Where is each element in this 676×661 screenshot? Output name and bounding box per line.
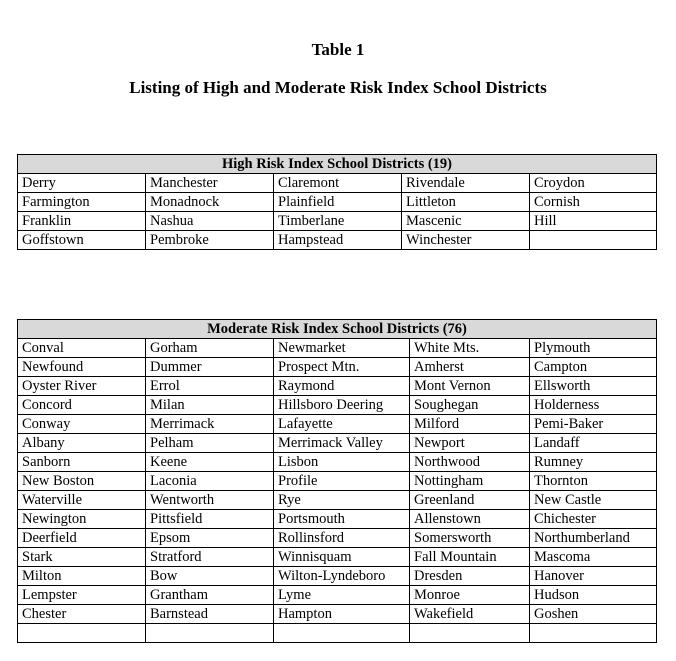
district-cell: Claremont (274, 174, 402, 193)
table-row (18, 472, 657, 491)
district-cell: Epsom (146, 529, 274, 548)
district-cell: White Mts. (410, 339, 530, 358)
district-cell: Chichester (530, 510, 657, 529)
moderate-risk-heading: Moderate Risk Index School Districts (76) (18, 320, 657, 339)
table-row (18, 567, 657, 586)
district-cell: Hanover (530, 567, 657, 586)
district-cell: Pemi-Baker (530, 415, 657, 434)
district-cell: Newington (18, 510, 146, 529)
district-cell: Milford (410, 415, 530, 434)
district-cell: Hampton (274, 605, 410, 624)
district-cell: Cornish (530, 193, 657, 212)
district-cell: Merrimack Valley (274, 434, 410, 453)
district-cell: Goffstown (18, 231, 146, 250)
district-cell: Gorham (146, 339, 274, 358)
table-row (18, 174, 657, 193)
moderate-risk-body (18, 339, 657, 643)
district-cell: Prospect Mtn. (274, 358, 410, 377)
district-cell: Rivendale (402, 174, 530, 193)
table-number-title: Table 1 (311, 40, 365, 59)
table-row (18, 377, 657, 396)
high-risk-heading: High Risk Index School Districts (19) (18, 155, 657, 174)
district-cell: Rumney (530, 453, 657, 472)
district-cell: Lafayette (274, 415, 410, 434)
district-cell: Newfound (18, 358, 146, 377)
district-cell: Lempster (18, 586, 146, 605)
district-cell: Concord (18, 396, 146, 415)
district-cell: Plymouth (530, 339, 657, 358)
district-cell: Mascoma (530, 548, 657, 567)
district-cell: Pelham (146, 434, 274, 453)
district-cell: Monadnock (146, 193, 274, 212)
district-cell: Allenstown (410, 510, 530, 529)
district-cell: Bow (146, 567, 274, 586)
district-cell: Stark (18, 548, 146, 567)
district-cell: Winchester (402, 231, 530, 250)
district-cell: Newport (410, 434, 530, 453)
district-cell: Newmarket (274, 339, 410, 358)
district-cell: Keene (146, 453, 274, 472)
district-cell: Campton (530, 358, 657, 377)
district-cell: Fall Mountain (410, 548, 530, 567)
district-cell: Wakefield (410, 605, 530, 624)
table-row (18, 586, 657, 605)
district-cell: Timberlane (274, 212, 402, 231)
district-cell: Stratford (146, 548, 274, 567)
table-row (18, 529, 657, 548)
district-cell: Monroe (410, 586, 530, 605)
district-cell: Ellsworth (530, 377, 657, 396)
district-cell: Holderness (530, 396, 657, 415)
district-cell: Nashua (146, 212, 274, 231)
district-cell: Mont Vernon (410, 377, 530, 396)
district-cell: Wilton-Lyndeboro (274, 567, 410, 586)
district-cell: Hudson (530, 586, 657, 605)
district-cell: Chester (18, 605, 146, 624)
table-row (18, 358, 657, 377)
district-cell: Portsmouth (274, 510, 410, 529)
district-cell (274, 624, 410, 643)
district-cell: Deerfield (18, 529, 146, 548)
table-caption: Listing of High and Moderate Risk Index School Districts (129, 78, 547, 97)
district-cell: Nottingham (410, 472, 530, 491)
district-cell (530, 231, 657, 250)
district-cell: Northwood (410, 453, 530, 472)
district-cell: Northumberland (530, 529, 657, 548)
district-cell: Waterville (18, 491, 146, 510)
district-cell: Profile (274, 472, 410, 491)
district-cell: Littleton (402, 193, 530, 212)
district-cell: Thornton (530, 472, 657, 491)
table-row (18, 212, 657, 231)
district-cell: Manchester (146, 174, 274, 193)
table-row (18, 453, 657, 472)
district-cell: Greenland (410, 491, 530, 510)
moderate-risk-table (17, 319, 657, 643)
district-cell (530, 624, 657, 643)
district-cell: Wentworth (146, 491, 274, 510)
district-cell: New Boston (18, 472, 146, 491)
district-cell: Franklin (18, 212, 146, 231)
district-cell: Rollinsford (274, 529, 410, 548)
district-cell: Grantham (146, 586, 274, 605)
table-row (18, 510, 657, 529)
table-row (18, 605, 657, 624)
district-cell: Conway (18, 415, 146, 434)
district-cell: Sanborn (18, 453, 146, 472)
table-row (18, 193, 657, 212)
district-cell: Albany (18, 434, 146, 453)
table-row (18, 548, 657, 567)
table-row (18, 396, 657, 415)
district-cell: Goshen (530, 605, 657, 624)
district-cell: Hill (530, 212, 657, 231)
district-cell: Farmington (18, 193, 146, 212)
district-cell: Milton (18, 567, 146, 586)
district-cell: Oyster River (18, 377, 146, 396)
district-cell: Dresden (410, 567, 530, 586)
district-cell: Soughegan (410, 396, 530, 415)
district-cell: Lyme (274, 586, 410, 605)
district-cell: Lisbon (274, 453, 410, 472)
district-cell: Barnstead (146, 605, 274, 624)
table-row (18, 415, 657, 434)
district-cell: Pembroke (146, 231, 274, 250)
table-row (18, 434, 657, 453)
district-cell: Rye (274, 491, 410, 510)
district-cell: Raymond (274, 377, 410, 396)
district-cell: Pittsfield (146, 510, 274, 529)
district-cell (410, 624, 530, 643)
district-cell: Hillsboro Deering (274, 396, 410, 415)
district-cell: Hampstead (274, 231, 402, 250)
district-cell: Dummer (146, 358, 274, 377)
district-cell: Landaff (530, 434, 657, 453)
district-cell: Merrimack (146, 415, 274, 434)
table-row (18, 339, 657, 358)
high-risk-table (17, 154, 657, 250)
table-row (18, 491, 657, 510)
district-cell: New Castle (530, 491, 657, 510)
district-cell: Croydon (530, 174, 657, 193)
district-cell: Mascenic (402, 212, 530, 231)
district-cell: Somersworth (410, 529, 530, 548)
district-cell: Conval (18, 339, 146, 358)
high-risk-body (18, 174, 657, 250)
district-cell: Amherst (410, 358, 530, 377)
district-cell: Milan (146, 396, 274, 415)
table-row (18, 624, 657, 643)
district-cell: Derry (18, 174, 146, 193)
district-cell (146, 624, 274, 643)
district-cell: Winnisquam (274, 548, 410, 567)
district-cell: Laconia (146, 472, 274, 491)
table-row (18, 231, 657, 250)
district-cell (18, 624, 146, 643)
district-cell: Plainfield (274, 193, 402, 212)
district-cell: Errol (146, 377, 274, 396)
